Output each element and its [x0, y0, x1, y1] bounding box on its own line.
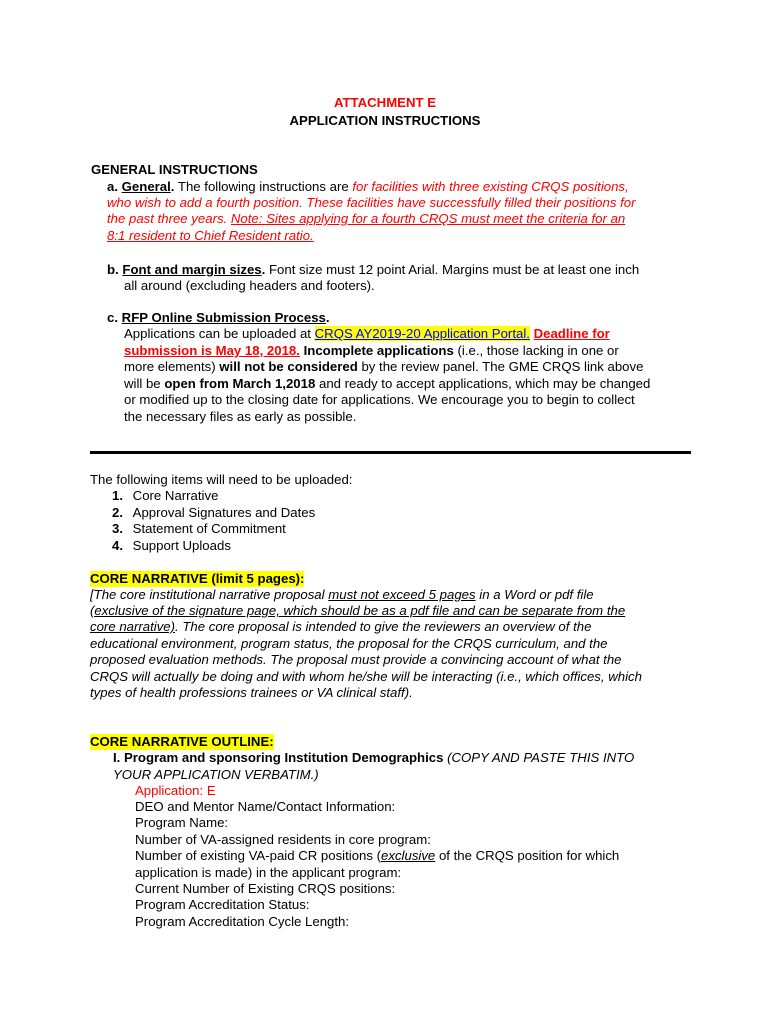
deadline-text-b: submission is May 18, 2018.	[124, 343, 300, 358]
cr-text: Number of existing VA-paid CR positions (	[135, 848, 382, 863]
list-number: 3.	[112, 521, 123, 536]
field-cr-positions-2: application is made) in the applicant program:	[135, 865, 402, 880]
field-cr-positions	[135, 848, 619, 864]
general-b-text-1: Font size must 12 point Arial. Margins must be at least one inch	[268, 262, 640, 277]
list-number: 2.	[112, 505, 123, 520]
outline-section-line	[113, 750, 634, 766]
list-number: 4.	[112, 538, 123, 553]
general-c-line-2	[124, 343, 619, 359]
list-label: Approval Signatures and Dates	[132, 505, 316, 520]
cn-text-2: (exclusive of the signature page, which should be as a pdf file and can be separate from the	[90, 603, 626, 618]
deadline-text-a: Deadline for	[533, 326, 610, 341]
general-heading: GENERAL INSTRUCTIONS	[91, 162, 258, 177]
general-c-text-3: more elements)	[124, 359, 216, 374]
cr-exclusive: exclusive	[381, 848, 436, 863]
cn-text-1b: in a Word or pdf file	[479, 587, 594, 602]
copy-note-a: (COPY AND PASTE THIS INTO	[447, 750, 635, 765]
not-considered: will not be considered	[219, 359, 358, 374]
list-label: Statement of Commitment	[132, 521, 286, 536]
list-label: Core Narrative	[132, 488, 219, 503]
list-item	[112, 488, 218, 504]
general-c-text-4: will be	[124, 376, 161, 391]
field-accreditation-cycle: Program Accreditation Cycle Length:	[135, 914, 350, 929]
general-a-note: Note: Sites applying for a fourth CRQS must meet the criteria for an	[230, 211, 626, 226]
general-c-text-4b: and ready to accept applications, which may be changed	[318, 376, 651, 391]
general-b-text-2: all around (excluding headers and footers).	[124, 278, 375, 293]
general-c-text-2: (i.e., those lacking in one or	[457, 343, 619, 358]
general-c-text-5: or modified up to the closing date for applications. We encourage you to begin to collect	[124, 392, 635, 407]
section-divider	[90, 451, 691, 454]
copy-note-b: YOUR APPLICATION VERBATIM.)	[113, 767, 319, 782]
general-a-text-3: the past three years.	[107, 211, 228, 226]
general-c-title: RFP Online Submission Process	[121, 310, 326, 325]
cn-text-6: CRQS will actually be doing and with whom he/she will be interacting (i.e., which offices, which	[90, 669, 642, 684]
general-a-title: General	[121, 179, 171, 194]
cn-text-7: types of health professions trainees or VA clinical staff).	[90, 685, 413, 700]
item-marker: a.	[107, 179, 118, 194]
list-item	[112, 521, 286, 537]
cn-text-3: core narrative)	[90, 619, 176, 634]
cn-text-4: educational environment, program status, the proposal for the CRQS curriculum, and the	[90, 636, 608, 651]
field-deo: DEO and Mentor Name/Contact Information:	[135, 799, 396, 814]
page-title: APPLICATION INSTRUCTIONS	[289, 113, 481, 128]
cn-text-5: proposed evaluation methods. The proposal must provide a convincing account of what the	[90, 652, 622, 667]
field-va-residents: Number of VA-assigned residents in core program:	[135, 832, 431, 847]
attachment-label: ATTACHMENT E	[333, 95, 437, 110]
application-portal-link[interactable]: CRQS AY2019-20 Application Portal.	[314, 326, 530, 341]
field-crqs-count: Current Number of Existing CRQS positions:	[135, 881, 396, 896]
uploads-intro: The following items will need to be uploaded:	[90, 472, 353, 487]
general-c-line-4	[124, 376, 650, 392]
core-narrative-line-1	[90, 587, 594, 603]
cn-text-3b: . The core proposal is intended to give the reviewers an overview of the	[175, 619, 592, 634]
cn-text-1: [The core institutional narrative proposal	[90, 587, 325, 602]
general-a-intro: The following instructions are	[177, 179, 349, 194]
general-b-line-1: b. Font and margin sizes. Font size must 12 point Arial. Margins must be at least one inch	[107, 262, 640, 277]
general-c-text-3b: by the review panel. The GME CRQS link above	[361, 359, 644, 374]
general-a-text-2: who wish to add a fourth position. These facilities have successfully filled their positions for	[107, 195, 636, 210]
list-item	[112, 538, 231, 554]
general-c-line-3	[124, 359, 643, 375]
incomplete-applications: Incomplete applications	[303, 343, 454, 358]
cr-text-b: of the CRQS position for which	[435, 848, 620, 863]
general-a-text-1: for facilities with three existing CRQS positions,	[352, 179, 629, 194]
application-line: Application: E	[135, 783, 216, 798]
list-item	[112, 505, 315, 521]
general-b-title: Font and margin sizes	[122, 262, 262, 277]
outline-heading: CORE NARRATIVE OUTLINE:	[90, 734, 274, 749]
list-label: Support Uploads	[132, 538, 231, 553]
item-marker: c.	[107, 310, 118, 325]
general-a-note-end: 8:1 resident to Chief Resident ratio.	[107, 228, 314, 243]
open-from-date: open from March 1,2018	[164, 376, 316, 391]
general-a-line-3	[107, 211, 625, 227]
general-c-text-1: Applications can be uploaded at	[124, 326, 311, 341]
list-number: 1.	[112, 488, 123, 503]
item-marker: b.	[107, 262, 119, 277]
core-narrative-line-3	[90, 619, 591, 635]
outline-section-title: I. Program and sponsoring Institution Demographics	[113, 750, 444, 765]
general-c-text-6: the necessary files as early as possible.	[124, 409, 357, 424]
general-a-line-1: a. General. The following instructions are for facilities with three existing CRQS positions,	[107, 179, 629, 194]
general-c-line-title: c. RFP Online Submission Process.	[107, 310, 330, 325]
general-c-line-1	[124, 326, 610, 342]
core-narrative-heading: CORE NARRATIVE (limit 5 pages):	[90, 571, 305, 586]
field-program-name: Program Name:	[135, 815, 229, 830]
field-accreditation-status: Program Accreditation Status:	[135, 897, 310, 912]
cn-page-limit: must not exceed 5 pages	[328, 587, 476, 602]
